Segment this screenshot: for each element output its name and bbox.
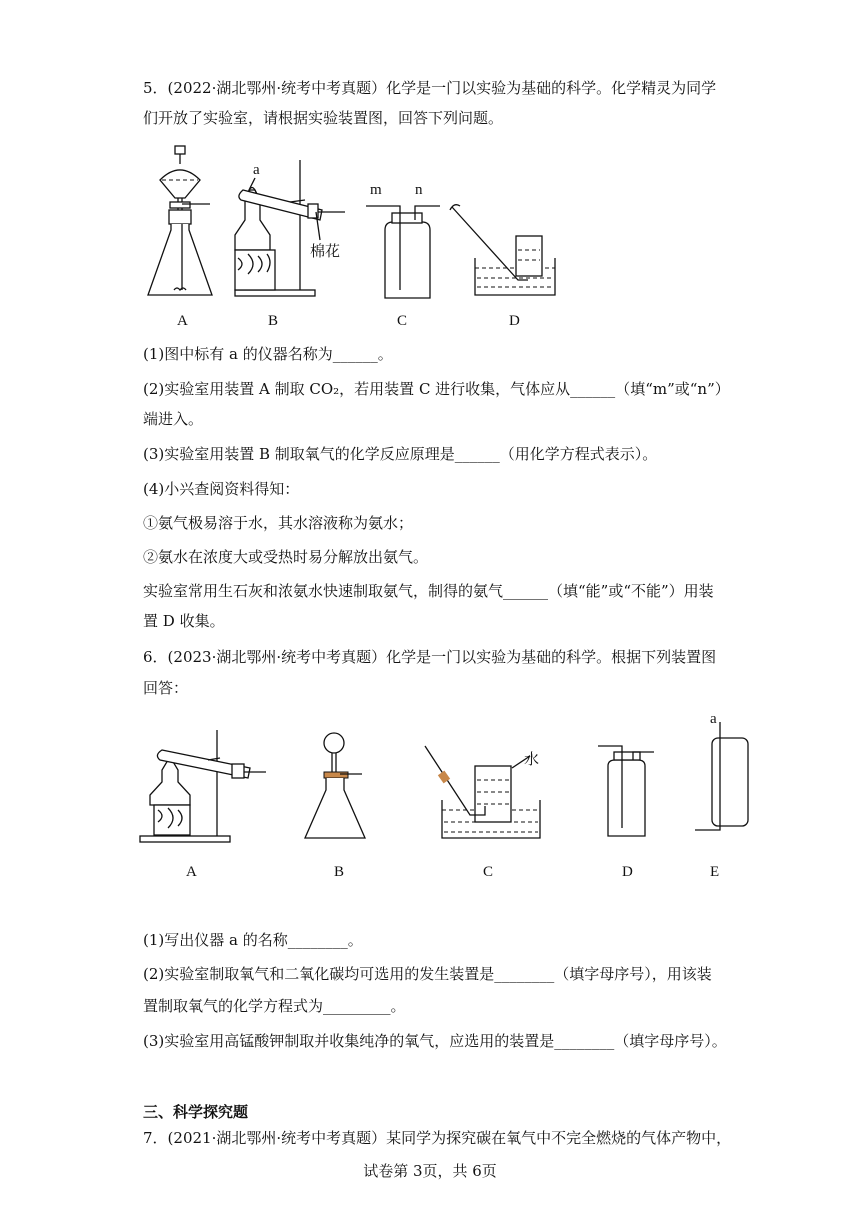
q6-subquestion-3: (3)实验室用高锰酸钾制取并收集纯净的氧气，应选用的装置是________（填字母序号）。 [143, 1032, 727, 1050]
apparatus-b-heating-tube [235, 160, 345, 296]
q6-subquestion-2-line2: 置制取氧气的化学方程式为_________。 [143, 997, 406, 1015]
q6-label-E: E [710, 864, 720, 880]
q5-subquestion-2-line2: 端进入。 [143, 410, 204, 428]
apparatus-e-vertical-bottle [695, 722, 748, 830]
q6-label-C: C [483, 864, 494, 880]
q6-intro-line1: 6．(2023·湖北鄂州·统考中考真题）化学是一门以实验为基础的科学。根据下列装置图 [143, 648, 717, 666]
section-heading: 三、科学探究题 [143, 1103, 249, 1121]
apparatus-c-water-collection [425, 746, 540, 838]
q6-label-D: D [622, 864, 633, 880]
q6-label-water: 水 [524, 750, 540, 768]
q5-label-m: m [370, 182, 382, 198]
q5-subquestion-2-line1: (2)实验室用装置 A 制取 CO₂，若用装置 C 进行收集，气体应从______（填“m”或“n”） [143, 380, 730, 398]
q5-subquestion-4-line1: 实验室常用生石灰和浓氨水快速制取氨气，制得的氨气______（填“能”或“不能”）用装 [143, 582, 714, 600]
q5-fact-1: ①氨气极易溶于水，其水溶液称为氨水； [143, 514, 414, 532]
apparatus-c-gas-bottle [366, 206, 440, 298]
q5-intro-line2: 们开放了实验室，请根据实验装置图，回答下列问题。 [143, 109, 504, 127]
q6-label-B: B [334, 864, 345, 880]
apparatus-a-heating-tube [140, 730, 266, 842]
q5-label-n: n [415, 182, 423, 198]
page-footer: 试卷第 3页，共 6页 [363, 1162, 497, 1180]
q6-apparatus-figure [140, 710, 760, 850]
q5-label-cotton: 棉花 [310, 242, 341, 260]
q6-label-A: A [186, 864, 197, 880]
q5-subquestion-4-line2: 置 D 收集。 [143, 612, 225, 630]
q5-intro-line1: 5．(2022·湖北鄂州·统考中考真题）化学是一门以实验为基础的科学。化学精灵为同学 [143, 79, 717, 97]
q5-label-D: D [509, 313, 520, 329]
q5-apparatus-figure [140, 140, 560, 310]
q5-label-a: a [253, 162, 260, 178]
apparatus-b-long-funnel-flask [305, 733, 365, 838]
q6-intro-line2: 回答： [143, 679, 189, 697]
q6-label-a: a [710, 711, 717, 727]
apparatus-d-gas-bottle [598, 746, 654, 836]
q7-intro: 7．(2021·湖北鄂州·统考中考真题）某同学为探究碳在氧气中不完全燃烧的气体产物中， [143, 1129, 732, 1147]
q5-subquestion-4: (4)小兴查阅资料得知： [143, 480, 300, 498]
q6-subquestion-2-line1: (2)实验室制取氧气和二氧化碳均可选用的发生装置是________（填字母序号），用该装 [143, 965, 712, 983]
q5-label-A: A [177, 313, 188, 329]
apparatus-a-funnel-flask [148, 146, 212, 295]
q5-label-B: B [268, 313, 279, 329]
apparatus-d-water-trough [450, 205, 555, 295]
q6-subquestion-1: (1)写出仪器 a 的名称________。 [143, 931, 363, 949]
q5-fact-2: ②氨水在浓度大或受热时易分解放出氨气。 [143, 548, 429, 566]
q5-subquestion-1: (1)图中标有 a 的仪器名称为______。 [143, 345, 393, 363]
q5-label-C: C [397, 313, 408, 329]
q5-subquestion-3: (3)实验室用装置 B 制取氧气的化学反应原理是______（用化学方程式表示）。 [143, 445, 658, 463]
